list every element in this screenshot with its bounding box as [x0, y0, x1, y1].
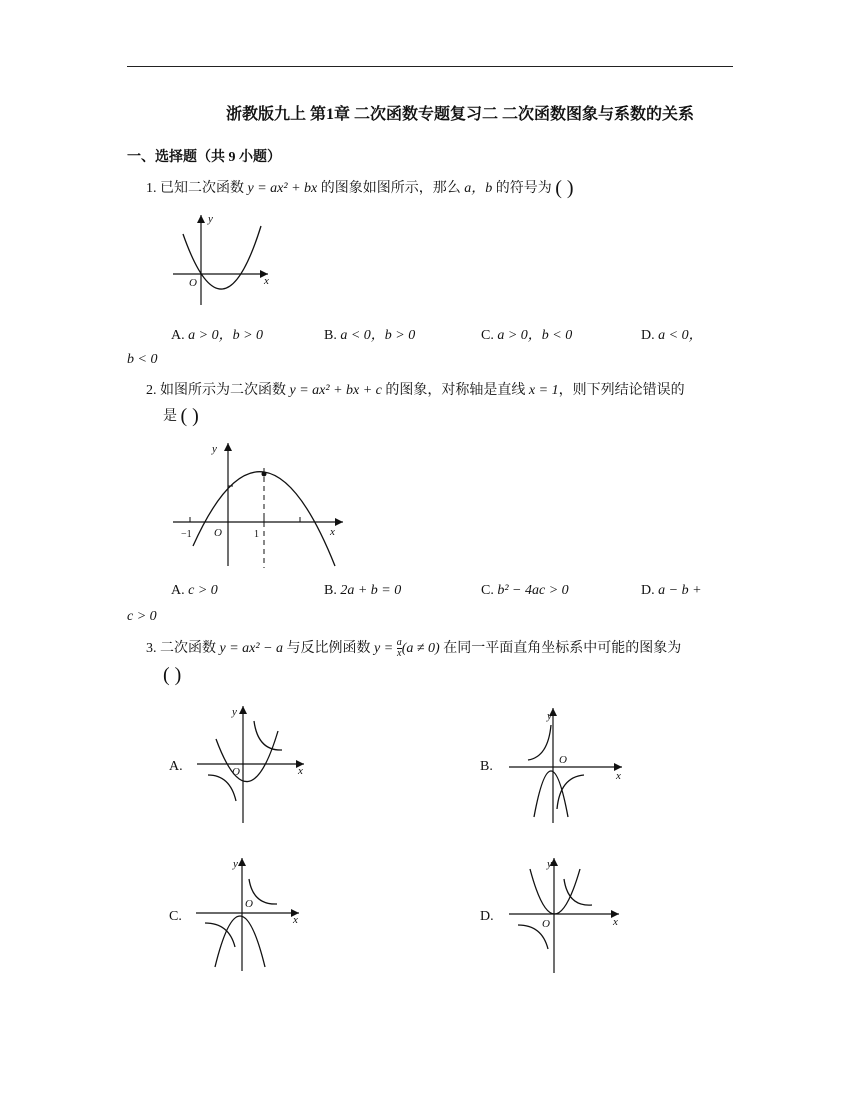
y-label: y [208, 213, 213, 225]
y-arrow [197, 215, 205, 223]
formula-2-lhs: y = [374, 641, 394, 656]
y-label: y [547, 710, 552, 722]
option-d[interactable] [641, 324, 703, 344]
question-text: 在同一平面直角坐标系中可能的图象为 [443, 641, 682, 656]
option-c[interactable] [481, 324, 572, 344]
origin-label: O [232, 766, 240, 778]
fraction-numerator: a [396, 637, 402, 649]
option-c[interactable] [481, 583, 569, 599]
y-arrow [238, 858, 246, 866]
option-text: a − b + [658, 583, 702, 598]
option-b[interactable]: B. [480, 759, 493, 774]
question-2-stem [146, 379, 685, 399]
x-label: x [616, 770, 621, 782]
question-1-figure [168, 210, 283, 310]
option-a[interactable] [171, 583, 218, 599]
option-c-graph [193, 855, 308, 975]
option-c[interactable]: C. [169, 909, 182, 924]
hyperbola-branch-2 [557, 775, 584, 809]
option-d-wrap: c > 0 [127, 609, 157, 624]
origin-label: O [245, 898, 253, 910]
y-label: y [212, 443, 217, 455]
page-title: 浙教版九上 第1章 二次函数专题复习二 二次函数图象与系数的关系 [225, 106, 694, 123]
question-text: 的符号为 [495, 181, 552, 196]
header-rule [127, 66, 733, 67]
answer-bracket: ( ) [555, 177, 574, 199]
option-label: B. [324, 583, 337, 598]
question-text: 的图象，对称轴是直线 [385, 383, 526, 398]
option-a[interactable]: A. [169, 759, 183, 774]
question-number: 3. [146, 641, 157, 656]
question-number: 1. [146, 181, 157, 196]
y-label: y [233, 858, 238, 870]
question-2-figure [168, 438, 353, 573]
answer-bracket: ( ) [180, 405, 199, 427]
formula: y = ax² + bx [247, 181, 318, 196]
option-text: 2a + b = 0 [340, 583, 402, 598]
hyperbola-branch-1 [254, 721, 282, 750]
option-label: D. [641, 328, 655, 343]
question-text: 已知二次函数 [160, 181, 244, 196]
origin-label: O [189, 277, 197, 289]
x-label: x [264, 275, 269, 287]
option-b-graph [504, 705, 629, 825]
parabola-curve [534, 771, 568, 817]
hyperbola-branch-1 [528, 725, 551, 760]
variables: a，b [464, 181, 493, 196]
option-label: C. [481, 583, 494, 598]
question-text: 是 [163, 409, 177, 424]
option-d-graph [504, 855, 629, 975]
question-text: 二次函数 [160, 641, 216, 656]
vertex-point [262, 472, 267, 477]
option-text: a < 0，b > 0 [340, 328, 416, 343]
parabola-curve [215, 916, 265, 967]
option-d-wrap: b < 0 [127, 352, 158, 367]
x-label: x [613, 916, 618, 928]
option-label: B. [324, 328, 337, 343]
option-text: a > 0，b < 0 [497, 328, 573, 343]
formula: y = ax² − a [219, 641, 284, 656]
x-label: x [293, 914, 298, 926]
origin-label: O [214, 527, 222, 539]
x-label: x [298, 765, 303, 777]
question-text: ，则下列结论错误的 [558, 383, 685, 398]
parabola-curve [216, 731, 278, 782]
parabola-curve [530, 869, 580, 914]
axis-equation: x = 1 [528, 383, 559, 398]
option-b[interactable] [324, 583, 401, 599]
option-b[interactable] [324, 324, 415, 344]
hyperbola-branch-1 [249, 879, 277, 904]
one-label: 1 [254, 529, 259, 540]
option-d[interactable] [641, 583, 702, 599]
origin-label: O [559, 754, 567, 766]
option-d[interactable]: D. [480, 909, 494, 924]
y-arrow [224, 443, 232, 451]
question-1-stem [146, 177, 574, 200]
option-a-graph [192, 703, 312, 828]
option-label: C. [481, 328, 494, 343]
option-label: A. [171, 583, 185, 598]
question-text: 的图象如图所示，那么 [320, 181, 461, 196]
fraction-denominator: x [396, 648, 402, 660]
x-label: x [330, 526, 335, 538]
y-label: y [547, 858, 552, 870]
option-text: b² − 4ac > 0 [497, 583, 569, 598]
origin-label: O [542, 918, 550, 930]
y-label: y [232, 706, 237, 718]
y-arrow [239, 706, 247, 714]
question-3-stem [146, 637, 681, 659]
option-label: A. [171, 328, 185, 343]
question-text: 与反比例函数 [286, 641, 371, 656]
option-text: a > 0，b > 0 [188, 328, 264, 343]
neg-one-label: −1 [181, 529, 192, 540]
hyperbola-branch-2 [208, 775, 236, 801]
answer-bracket: ( ) [163, 664, 182, 686]
x-arrow [335, 518, 343, 526]
option-a[interactable] [171, 324, 263, 344]
option-text: a < 0， [658, 328, 703, 343]
formula: y = ax² + bx + c [289, 383, 382, 398]
option-text: c > 0 [188, 583, 218, 598]
question-3-stem-line2 [163, 664, 181, 687]
formula-2-rhs: (a ≠ 0) [401, 641, 440, 656]
option-label: D. [641, 583, 655, 598]
question-text: 如图所示为二次函数 [160, 383, 286, 398]
question-2-stem-line2 [163, 405, 199, 428]
question-number: 2. [146, 383, 157, 398]
section-heading: 一、选择题（共 9 小题） [127, 150, 281, 165]
hyperbola-branch-2 [205, 923, 235, 947]
